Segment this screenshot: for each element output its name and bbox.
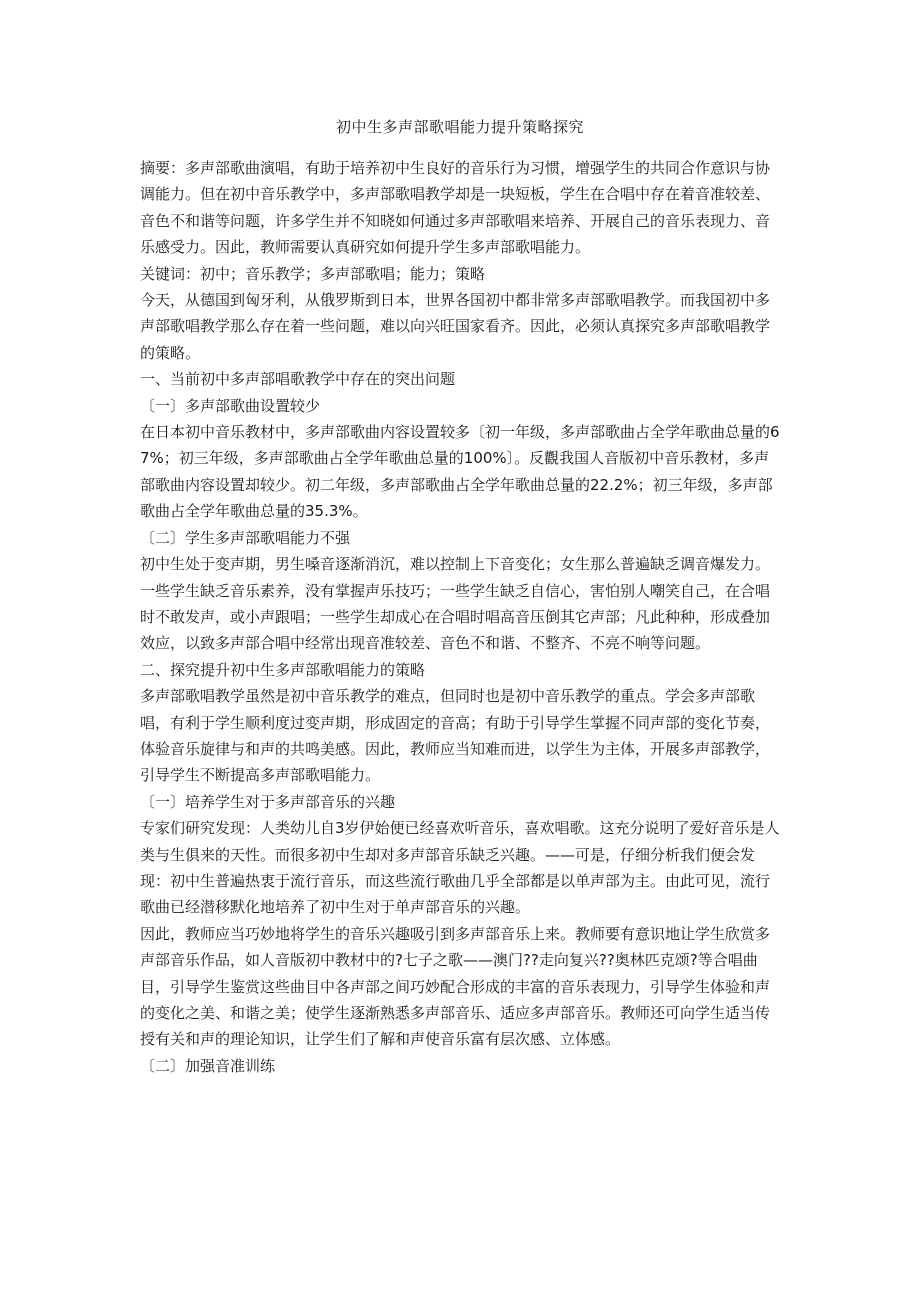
document-body [140,155,780,1079]
section-heading-1: 一、当前初中多声部唱歌教学中存在的突出问题 [140,370,456,389]
subsection-heading-1-2: 〔二〕学生多声部歌唱能力不强 [140,528,351,547]
keywords-line: 关键词：初中；音乐教学；多声部歌唱；能力；策略 [140,264,486,283]
abstract-paragraph: 摘要：多声部歌曲演唱，有助于培养初中生良好的音乐行为习惯，增强学生的共同合作意识与协调能力。但在初中音乐教学中，多声部歌唱教学却是一块短板，学生在合唱中存在着音准较差、音色不和谐等问题，许多学生并不知晓如何通过多声部歌唱来培养、开展自己的音乐表现力、音乐感受力。因此，教师需要认真研究如何提升学生多声部歌唱能力。 [140,159,771,257]
subsection-heading-2-2: 〔二〕加强音准训练 [140,1056,276,1075]
document-page [140,112,780,1079]
subsection-heading-1-1: 〔一〕多声部歌曲设置较少 [140,396,321,415]
document-title: 初中生多声部歌唱能力提升策略探究 [335,118,584,136]
section-heading-2: 二、探究提升初中生多声部歌唱能力的策略 [140,660,426,679]
subsection-heading-2-1: 〔一〕培养学生对于多声部音乐的兴趣 [140,792,396,811]
body-paragraph: 因此，教师应当巧妙地将学生的音乐兴趣吸引到多声部音乐上来。教师要有意识地让学生欣赏多声部音乐作品，如人音版初中教材中的?七子之歌——澳门??走向复兴??奥林匹克颂?等合唱曲目，引导学生鉴赏这些曲目中各声部之间巧妙配合形成的丰富的音乐表现力，引导学生体验和声的变化之美、和谐之美；使学生逐渐熟悉多声部音乐、适应多声部音乐。教师还可向学生适当传授有关和声的理论知识，让学生们了解和声使音乐富有层次感、立体感。 [140,924,771,1049]
body-paragraph: 多声部歌唱教学虽然是初中音乐教学的难点，但同时也是初中音乐教学的重点。学会多声部歌唱，有利于学生顺利度过变声期，形成固定的音高；有助于引导学生掌握不同声部的变化节奏，体验音乐旋律与和声的共鸣美感。因此，教师应当知难而进，以学生为主体，开展多声部教学，引导学生不断提高多声部歌唱能力。 [140,687,771,785]
intro-paragraph: 今天，从德国到匈牙利，从俄罗斯到日本，世界各国初中都非常多声部歌唱教学。而我国初中多声部歌唱教学那么存在着一些问题，难以向兴旺国家看齐。因此，必须认真探究多声部歌唱教学的策略。 [140,291,771,362]
body-paragraph: 初中生处于变声期，男生嗓音逐渐消沉，难以控制上下音变化；女生那么普遍缺乏调音爆发力。一些学生缺乏音乐素养，没有掌握声乐技巧；一些学生缺乏自信心，害怕别人嘲笑自己，在合唱时不敢发声，或小声跟唱；一些学生却成心在合唱时唱高音压倒其它声部；凡此种种，形成叠加效应，以致多声部合唱中经常出现音准较差、音色不和谐、不整齐、不亮不响等问题。 [140,555,771,653]
body-paragraph: 专家们研究发现：人类幼儿自3岁伊始便已经喜欢听音乐，喜欢唱歌。这充分说明了爱好音乐是人类与生俱来的天性。而很多初中生却对多声部音乐缺乏兴趣。——可是，仔细分析我们便会发现：初中生普遍热衷于流行音乐，而这些流行歌曲几乎全部都是以单声部为主。由此可见，流行歌曲已经潜移默化地培养了初中生对于单声部音乐的兴趣。 [140,819,780,917]
body-paragraph: 在日本初中音乐教材中，多声部歌曲内容设置较多〔初一年级，多声部歌曲占全学年歌曲总量的67%；初三年级，多声部歌曲占全学年歌曲总量的100%〕。反觀我国人音版初中音乐教材，多声部歌曲内容设置却较少。初二年级，多声部歌曲占全学年歌曲总量的22.2%；初三年级，多声部歌曲占全学年歌曲总量的35.3%。 [140,423,780,521]
